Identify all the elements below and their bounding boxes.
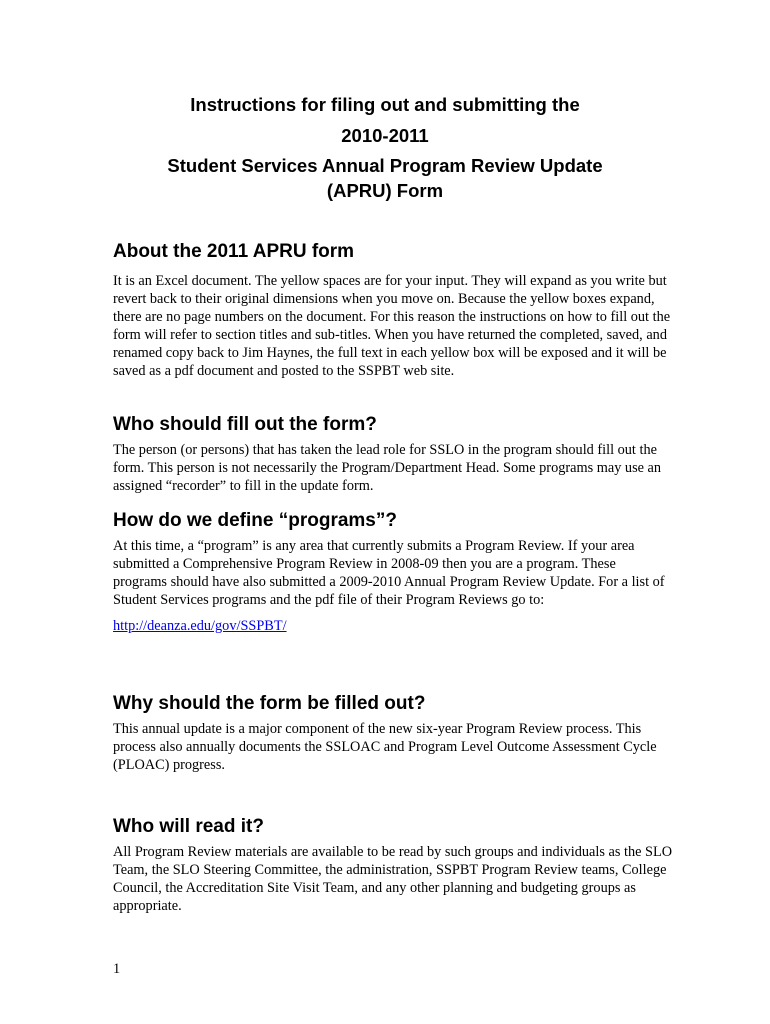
section-body: The person (or persons) that has taken the lead role for SSLO in the program should fill out the form. This person is not necessarily the Program/Department Head. Some programs may use an assigned “recorder” to fill in the update form. bbox=[113, 442, 662, 494]
section-define-programs bbox=[113, 509, 673, 635]
document-title bbox=[0, 92, 770, 204]
section-heading: Who should fill out the form? bbox=[113, 414, 377, 435]
section-heading: How do we define “programs”? bbox=[113, 510, 397, 531]
section-body: All Program Review materials are available to be read by such groups and individuals as the SLO Team, the SLO Steering Committee, the administration, SSPBT Program Review teams, College Council, the Accreditation Site Visit Team, and any other planning and budgeting groups as appropriate. bbox=[113, 844, 673, 914]
section-why-filled bbox=[113, 692, 673, 774]
section-heading: Who will read it? bbox=[113, 816, 264, 837]
section-who-reads bbox=[113, 815, 673, 915]
section-body: This annual update is a major component of the new six-year Program Review process. This process also annually documents the SSLOAC and Program Level Outcome Assessment Cycle (PLOAC) progress. bbox=[113, 721, 657, 773]
section-about bbox=[113, 240, 673, 380]
title-line-3: Student Services Annual Program Review Update bbox=[167, 155, 603, 176]
sspbt-link[interactable]: http://deanza.edu/gov/SSPBT/ bbox=[113, 618, 287, 634]
section-heading: About the 2011 APRU form bbox=[113, 241, 355, 262]
section-body: It is an Excel document. The yellow spaces are for your input. They will expand as you write but revert back to their original dimensions when you move on. Because the yellow boxes expand, there are no page numbers on the document. For this reason the instructions on how to fill out the form will refer to section titles and sub-titles. When you have returned the completed, saved, and renamed copy back to Jim Haynes, the full text in each yellow box will be exposed and it will be saved as a pdf document and posted to the SSPBT web site. bbox=[113, 273, 671, 379]
section-heading: Why should the form be filled out? bbox=[113, 693, 426, 714]
title-line-4: (APRU) Form bbox=[326, 180, 444, 201]
section-who-fills bbox=[113, 413, 673, 495]
page-number: 1 bbox=[113, 961, 121, 977]
section-body: At this time, a “program” is any area that currently submits a Program Review. If your area submitted a Comprehensive Program Review in 2008-09 then you are a program. These programs should have also submitted a 2009-2010 Annual Program Review Update. For a list of Student Services programs and the pdf file of their Program Reviews go to: bbox=[113, 538, 665, 608]
title-line-2: 2010-2011 bbox=[341, 125, 429, 146]
title-line-1: Instructions for filing out and submitting the bbox=[190, 94, 580, 115]
